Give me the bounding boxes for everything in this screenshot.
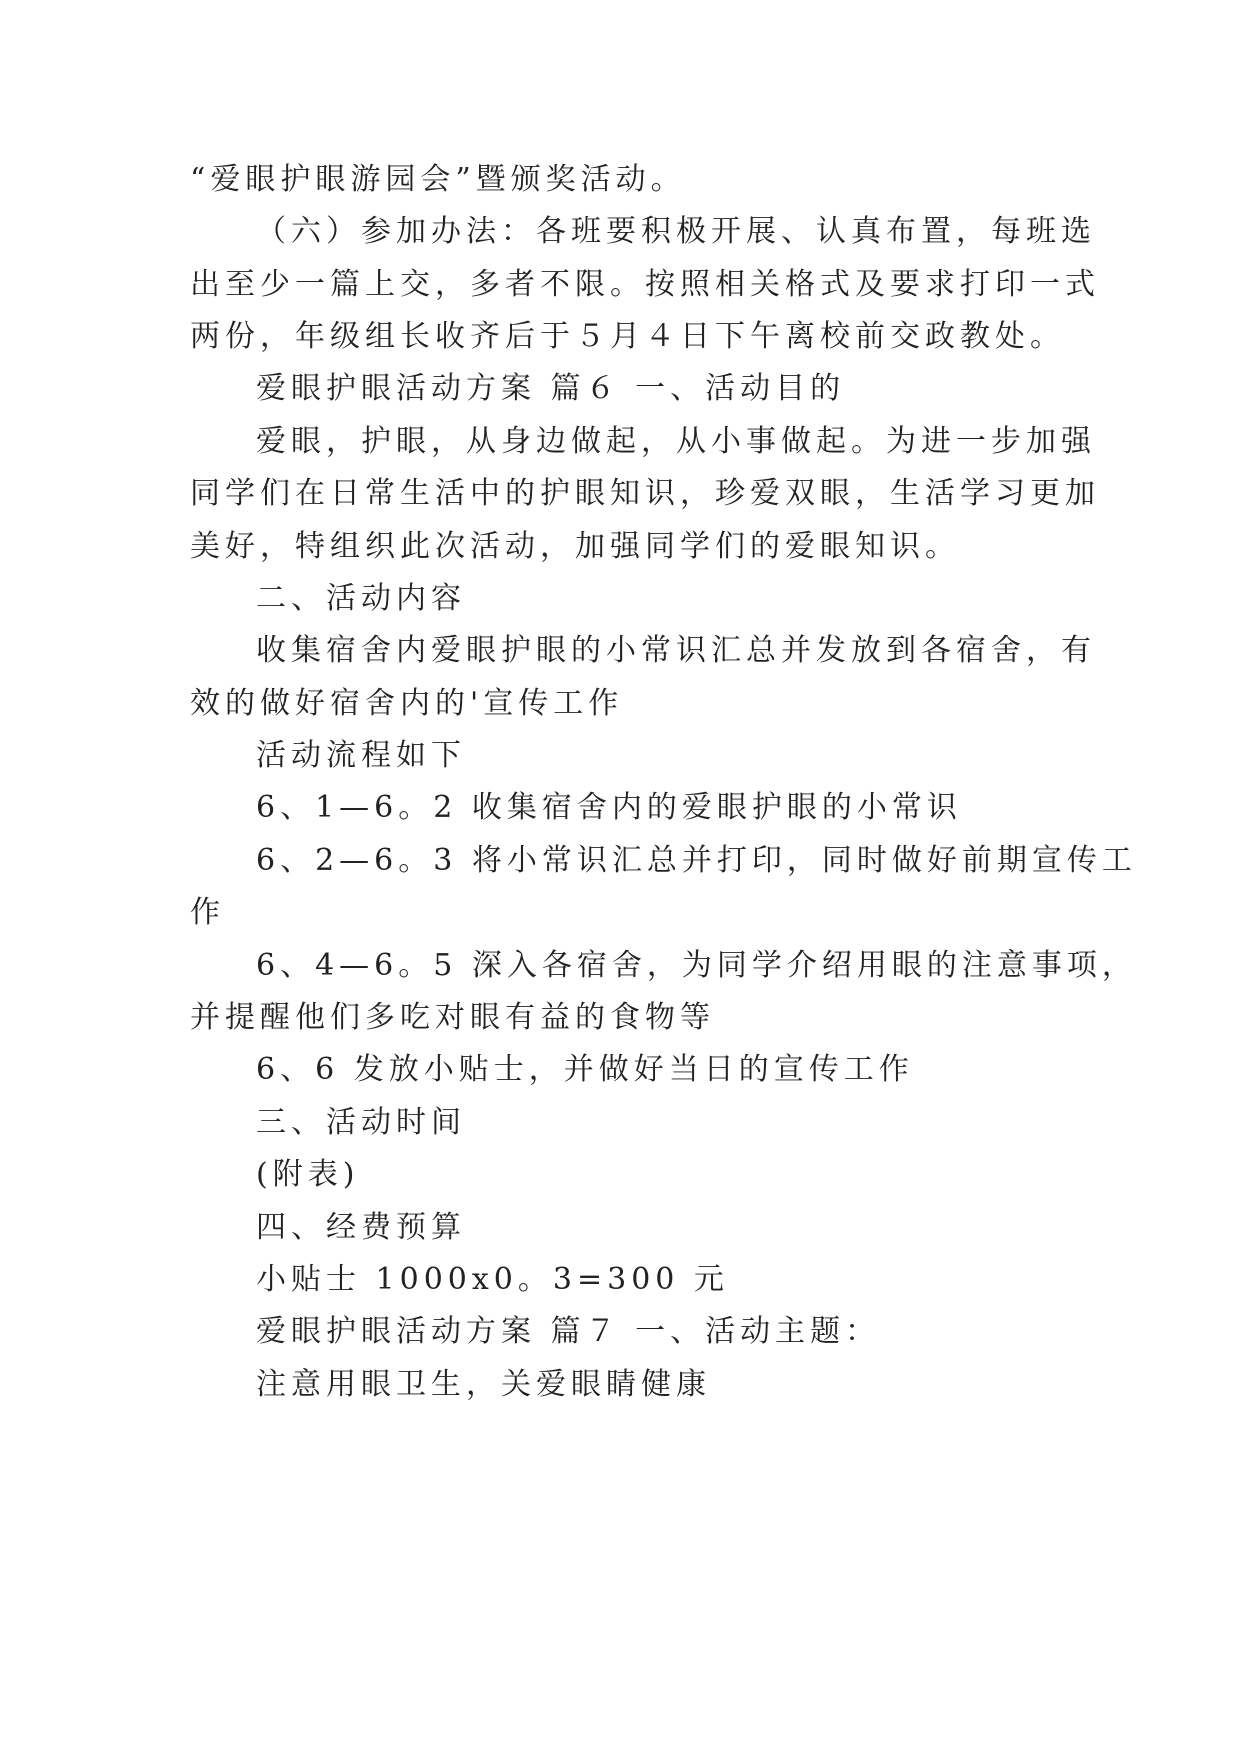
- text-line: 两份，年级组长收齐后于５月４日下午离校前交政教处。: [190, 319, 1065, 354]
- text-line: 效的做好宿舍内的'宣传工作: [190, 686, 624, 721]
- text-line: 作: [190, 895, 225, 930]
- text-line: 并提醒他们多吃对眼有益的食物等: [190, 1000, 715, 1035]
- text-line: 美好，特组织此次活动，加强同学们的爱眼知识。: [190, 529, 960, 564]
- text-line: 同学们在日常生活中的护眼知识，珍爱双眼，生活学习更加: [190, 476, 1100, 511]
- text-line: 6、6 发放小贴士，并做好当日的宣传工作: [256, 1052, 914, 1087]
- text-line: 6、2—6。3 将小常识汇总并打印，同时做好前期宣传工: [256, 843, 1137, 878]
- section-heading: 二、活动内容: [256, 581, 466, 616]
- text-line: 小贴士 1000x0。3=300 元: [256, 1262, 729, 1297]
- text-line: 6、1—6。2 收集宿舍内的爱眼护眼的小常识: [256, 790, 962, 825]
- text-line: 收集宿舍内爱眼护眼的小常识汇总并发放到各宿舍，有: [256, 633, 1096, 668]
- text-line: 出至少一篇上交，多者不限。按照相关格式及要求打印一式: [190, 267, 1100, 302]
- text-line: 活动流程如下: [256, 738, 466, 773]
- section-heading: 三、活动时间: [256, 1105, 466, 1140]
- text-line: （六）参加办法：各班要积极开展、认真布置，每班选: [256, 214, 1096, 249]
- text-line: 6、4—6。5 深入各宿舍，为同学介绍用眼的注意事项，: [256, 948, 1137, 983]
- section-heading: 爱眼护眼活动方案 篇６ 一、活动目的: [256, 371, 846, 406]
- text-line: 爱眼，护眼，从身边做起，从小事做起。为进一步加强: [256, 424, 1096, 459]
- text-line: 注意用眼卫生，关爱眼睛健康: [256, 1367, 711, 1402]
- section-heading: 四、经费预算: [256, 1210, 466, 1245]
- text-line: “爱眼护眼游园会”暨颁奖活动。: [190, 162, 686, 197]
- text-line: (附表): [256, 1157, 360, 1192]
- section-heading: 爱眼护眼活动方案 篇７ 一、活动主题：: [256, 1314, 881, 1349]
